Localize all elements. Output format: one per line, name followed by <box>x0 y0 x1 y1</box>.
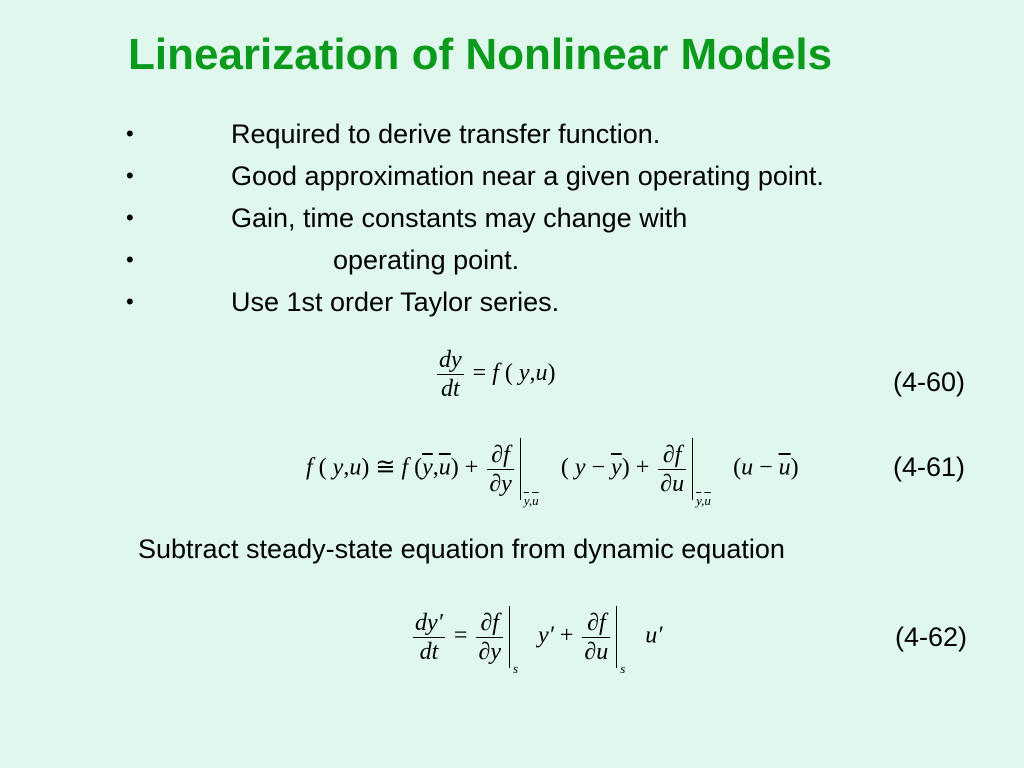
bullet-item <box>0 287 1024 329</box>
slide-title: Linearization of Nonlinear Models <box>128 30 833 79</box>
bullet-item <box>0 245 1024 287</box>
bullet-text: Good approximation near a given operating point. <box>231 161 824 191</box>
bullet-icon: • <box>126 205 134 230</box>
equation-4-60: $\frac{dy}{dt}$ = f ( y,u) <box>439 347 556 402</box>
bullet-text: Required to derive transfer function. <box>231 119 661 149</box>
caption-text: Subtract steady-state equation from dynamic equation <box>138 534 785 564</box>
equation-4-61: f ( y,u) ≅ f $(\overline{y},\overline{u})$ + $\frac{\partial f}{\partial y}$ $\overline{y},\overline{u}$ ( $y - \overline{y}$) + $\frac{\partial f}{\partial u}$ $\overline{y},\overline{u}$ $(u - \overline{u})$ <box>306 438 799 500</box>
equation-4-62: $\frac{dy'}{dt}$ = $\frac{\partial f}{\partial y}$ s y′ + $\frac{\partial f}{\partial u}$ s u′ <box>410 606 663 668</box>
bullet-item <box>0 119 1024 161</box>
equation-number: (4-62) <box>895 622 968 652</box>
bullet-icon: • <box>126 121 134 146</box>
bullet-text: Gain, time constants may change with <box>231 203 688 233</box>
bullet-text: Use 1st order Taylor series. <box>231 287 560 317</box>
equation-number: (4-61) <box>893 452 966 482</box>
equation-number: (4-60) <box>893 367 966 397</box>
bullet-icon: • <box>126 163 134 188</box>
bullet-icon: • <box>126 247 134 272</box>
bullet-icon: • <box>126 289 134 314</box>
bullet-item <box>0 203 1024 245</box>
bullet-item <box>0 161 1024 203</box>
bullet-text: operating point. <box>333 245 520 275</box>
